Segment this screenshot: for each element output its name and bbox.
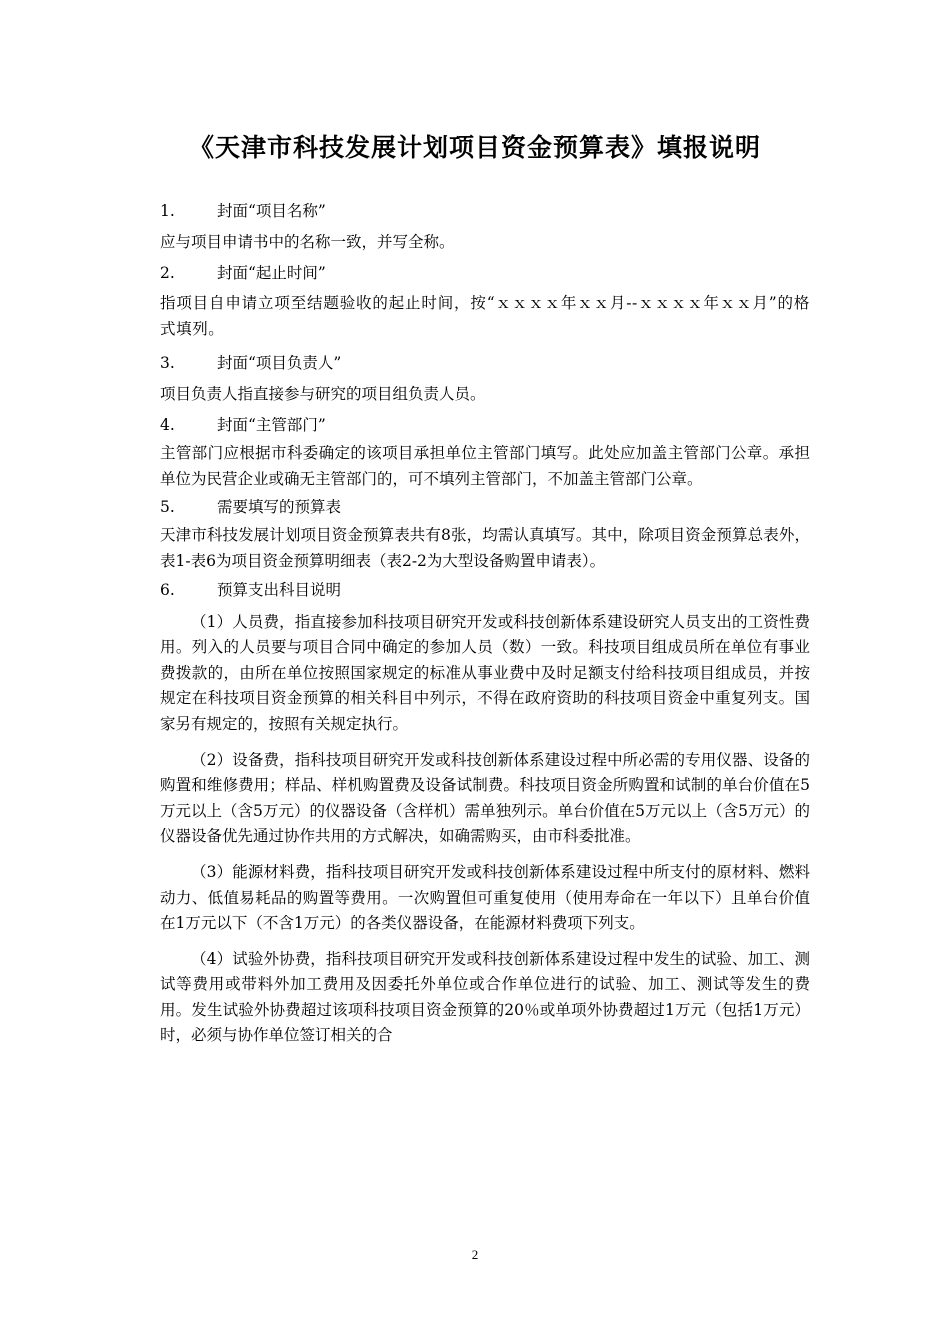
section-number: 1.: [160, 202, 175, 220]
section-text: 天津市科技发展计划项目资金预算表共有8张，均需认真填写。其中，除项目资金预算总表外，表1-表6为项目资金预算明细表（表2-2为大型设备购置申请表）。: [160, 526, 810, 570]
section-heading: [160, 410, 810, 441]
budget-item-materials: （3）能源材料费，指科技项目研究开发或科技创新体系建设过程中所支付的原材料、燃料动力、低值易耗品的购置等费用。一次购置但可重复使用（使用寿命在一年以下）且单台价值在1万元以下（不含1万元）的各类仪器设备，在能源材料费项下列支。: [160, 862, 810, 933]
section-heading: [160, 348, 810, 379]
section-text: 主管部门应根据市科委确定的该项目承担单位主管部门填写。此处应加盖主管部门公章。承担单位为民营企业或确无主管部门的，可不填列主管部门，不加盖主管部门公章。: [160, 444, 810, 488]
page-number: 2: [471, 1247, 479, 1262]
page-title: 《天津市科技发展计划项目资金预算表》填报说明: [188, 133, 761, 162]
section-title: 封面“项目负责人”: [217, 354, 342, 373]
section-number: 5.: [160, 498, 175, 517]
section-number: 6.: [160, 580, 175, 599]
budget-item-personnel: （1）人员费，指直接参加科技项目研究开发或科技创新体系建设研究人员支出的工资性费用。列入的人员要与项目合同中确定的参加人员（数）一致。科技项目组成员所在单位有事业费拨款的，由所在单位按照国家规定的标准从事业费中及时足额支付给科技项目组成员，并按规定在科技项目资金预算的相关科目中列示，不得在政府资助的科技项目资金中重复列支。国家另有规定的，按照有关规定执行。: [160, 612, 810, 733]
section-number: 4.: [160, 416, 175, 435]
section-title: 封面“主管部门”: [217, 416, 326, 435]
section-number: 2.: [160, 264, 175, 282]
budget-item-equipment: （2）设备费，指科技项目研究开发或科技创新体系建设过程中所必需的专用仪器、设备的购置和维修费用；样品、样机购置费及设备试制费。科技项目资金所购置和试制的单台价值在5万元以上（含5万元）的仪器设备（含样机）需单独列示。单台价值在5万元以上（含5万元）的仪器设备优先通过协作共用的方式解决，如确需购买，由市科委批准。: [160, 750, 810, 846]
section-text: 应与项目申请书中的名称一致，并写全称。: [160, 233, 455, 251]
section-number: 3.: [160, 354, 175, 373]
section-title: 需要填写的预算表: [217, 498, 342, 517]
section-heading: [160, 196, 810, 227]
section-title: 封面“起止时间”: [217, 264, 326, 282]
budget-item-outsourcing: （4）试验外协费，指科技项目研究开发或科技创新体系建设过程中发生的试验、加工、测试等费用或带料外加工费用及因委托外单位或合作单位进行的试验、加工、测试等发生的费用。发生试验外协费超过该项科技项目资金预算的20％或单项外协费超过1万元（包括1万元）时，必须与协作单位签订相关的合: [160, 949, 810, 1045]
section-title: 封面“项目名称”: [217, 202, 326, 220]
section-heading: [160, 575, 810, 606]
document-body: [160, 196, 810, 1059]
section-text: 项目负责人指直接参与研究的项目组负责人员。: [160, 385, 486, 404]
section-text: 指项目自申请立项至结题验收的起止时间，按“ｘｘｘｘ年ｘｘ月--ｘｘｘｘ年ｘｘ月”的格式填列。: [160, 294, 810, 338]
section-heading: [160, 492, 810, 523]
section-heading: [160, 258, 810, 289]
section-title: 预算支出科目说明: [217, 580, 342, 599]
